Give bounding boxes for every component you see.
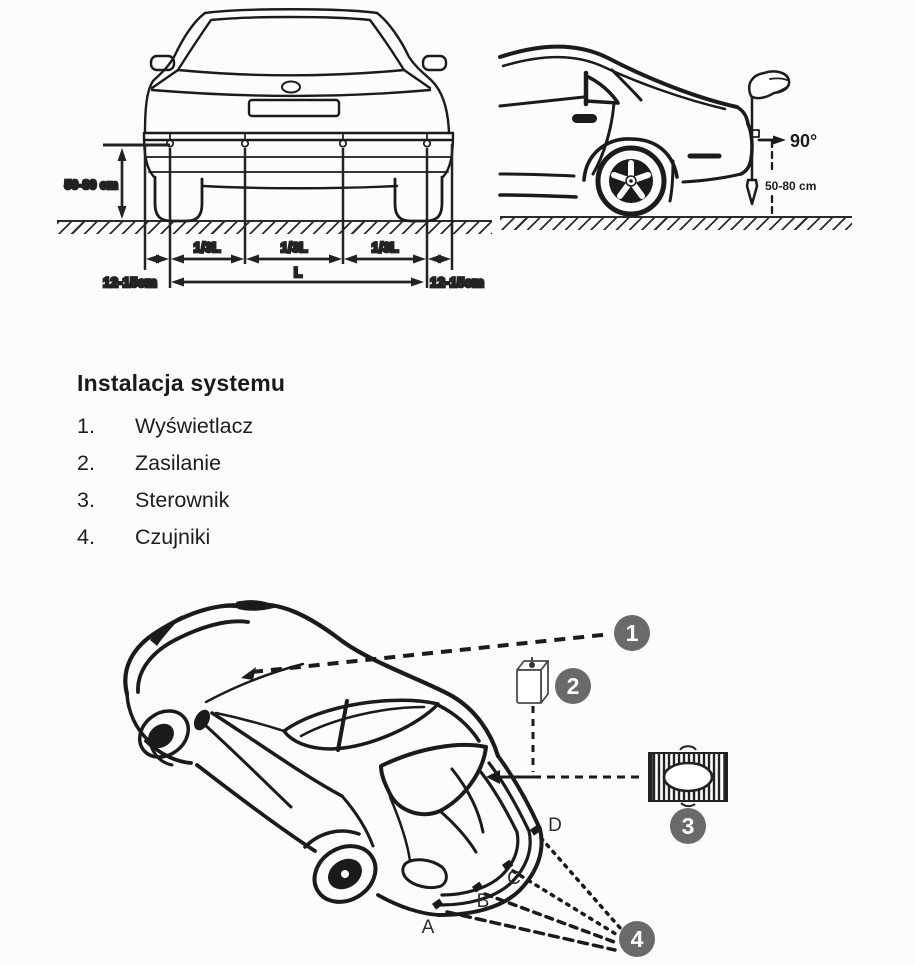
emblem-icon [282, 82, 300, 93]
callout-3-number: 3 [681, 813, 695, 839]
callout-4-sensors [619, 921, 655, 957]
callout-1-display [614, 615, 650, 651]
system-layout-diagram [0, 560, 915, 965]
sensor-letter-b: B [476, 891, 490, 912]
list-item-sensors [77, 519, 285, 556]
item-number: 1. [77, 414, 95, 438]
right-mirror [423, 56, 446, 70]
side-height-label: 50-80 cm [765, 179, 817, 193]
list-item-power [77, 445, 285, 482]
list-item-controller [77, 482, 285, 519]
callout-2-number: 2 [566, 673, 580, 699]
angle-label: 90° [790, 131, 818, 151]
item-label: Zasilanie [135, 451, 222, 475]
callout-2-power [555, 668, 591, 704]
rear-view-measurements [64, 144, 484, 290]
sensor-letter-c: C [507, 868, 521, 889]
sensor-callout-lines [447, 838, 621, 950]
callout-3-controller [670, 808, 706, 844]
item-label: Sterownik [135, 488, 230, 512]
sensor-letter-d: D [548, 815, 562, 836]
third-label-3: 1/3L [371, 240, 399, 255]
display-callout-line [241, 634, 611, 680]
offset-right-label: 12-15cm [430, 275, 485, 290]
list-item-display [77, 408, 285, 445]
item-number: 3. [77, 488, 95, 512]
plumb-line-assembly [747, 71, 817, 215]
callout-1-number: 1 [625, 620, 639, 646]
rear-wheel [598, 148, 664, 214]
item-label: Czujniki [135, 525, 211, 549]
third-label-2: 1/3L [280, 240, 308, 255]
section-title: Instalacja systemu [77, 370, 286, 396]
controller-icon [649, 746, 727, 806]
power-box-icon [517, 657, 548, 703]
offset-left-label: 12-15cm [102, 275, 157, 290]
side-view-car [500, 47, 752, 214]
sensor-letter-a: A [421, 917, 435, 938]
item-number: 2. [77, 451, 95, 475]
length-label: L [293, 265, 303, 280]
rear-view-car [144, 9, 453, 221]
door-handle [572, 114, 597, 123]
hand-icon [749, 71, 789, 98]
sensor-mounting-measurements-diagram [0, 0, 915, 330]
item-label: Wyświetlacz [135, 414, 254, 438]
third-label-1: 1/3L [193, 240, 221, 255]
item-number: 4. [77, 525, 95, 549]
license-plate [249, 100, 339, 116]
plumb-bob-icon [747, 180, 757, 204]
height-label: 50-80 cm [64, 178, 118, 192]
installation-section [77, 370, 285, 556]
callout-4-number: 4 [630, 926, 644, 952]
